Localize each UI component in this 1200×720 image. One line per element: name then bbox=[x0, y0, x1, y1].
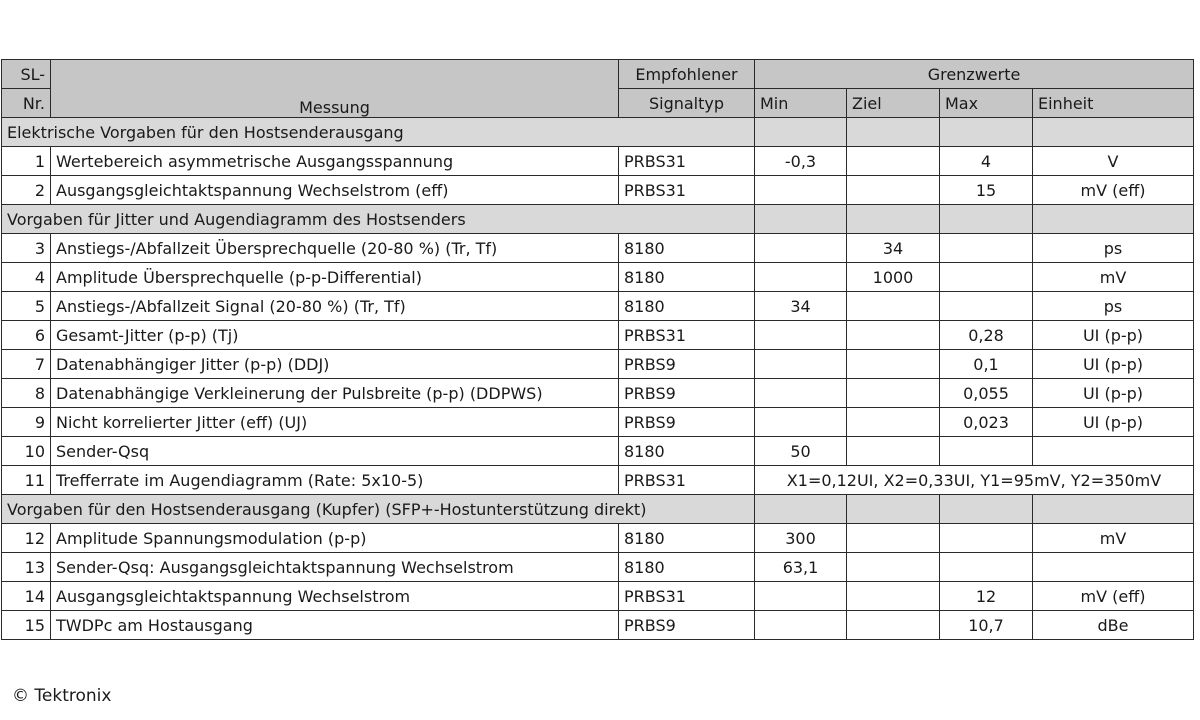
row-number: 4 bbox=[2, 263, 51, 292]
col-header-min: Min bbox=[755, 89, 847, 118]
measurement-name: Anstiegs-/Abfallzeit Signal (20-80 %) (Tr, Tf) bbox=[51, 292, 619, 321]
target-value bbox=[847, 379, 940, 408]
section-empty-cell bbox=[755, 205, 847, 234]
row-number: 1 bbox=[2, 147, 51, 176]
measurement-name: Wertebereich asymmetrische Ausgangsspannung bbox=[51, 147, 619, 176]
min-value: 63,1 bbox=[755, 553, 847, 582]
max-value: 0,023 bbox=[940, 408, 1033, 437]
col-header-ziel: Ziel bbox=[847, 89, 940, 118]
table-row bbox=[2, 234, 1194, 263]
min-value: -0,3 bbox=[755, 147, 847, 176]
measurement-name: Nicht korrelierter Jitter (eff) (UJ) bbox=[51, 408, 619, 437]
table-row bbox=[2, 611, 1194, 640]
section-empty-cell bbox=[940, 205, 1033, 234]
signal-type: PRBS31 bbox=[619, 147, 755, 176]
target-value bbox=[847, 524, 940, 553]
table-row bbox=[2, 408, 1194, 437]
row-number: 15 bbox=[2, 611, 51, 640]
unit-value: ps bbox=[1033, 292, 1194, 321]
section-title: Vorgaben für Jitter und Augendiagramm des Hostsenders bbox=[2, 205, 755, 234]
signal-type: PRBS9 bbox=[619, 611, 755, 640]
measurement-name: Sender-Qsq bbox=[51, 437, 619, 466]
section-title: Elektrische Vorgaben für den Hostsenderausgang bbox=[2, 118, 755, 147]
table-row bbox=[2, 466, 1194, 495]
col-header-signaltyp: Signaltyp bbox=[619, 89, 755, 118]
section-empty-cell bbox=[1033, 495, 1194, 524]
table-row bbox=[2, 350, 1194, 379]
section-title: Vorgaben für den Hostsenderausgang (Kupfer) (SFP+-Hostunterstützung direkt) bbox=[2, 495, 755, 524]
copyright-text: © Tektronix bbox=[12, 686, 112, 706]
table-row bbox=[2, 176, 1194, 205]
row-number: 10 bbox=[2, 437, 51, 466]
section-row bbox=[2, 495, 1194, 524]
col-header-nr: Nr. bbox=[2, 89, 51, 118]
unit-value: UI (p-p) bbox=[1033, 350, 1194, 379]
header-row-top bbox=[2, 60, 1194, 89]
min-value bbox=[755, 379, 847, 408]
spec-table bbox=[1, 59, 1194, 640]
table-row bbox=[2, 321, 1194, 350]
target-value bbox=[847, 292, 940, 321]
unit-value bbox=[1033, 553, 1194, 582]
target-value bbox=[847, 321, 940, 350]
measurement-name: Amplitude Spannungsmodulation (p-p) bbox=[51, 524, 619, 553]
measurement-name: Datenabhängige Verkleinerung der Pulsbreite (p-p) (DDPWS) bbox=[51, 379, 619, 408]
table-row bbox=[2, 582, 1194, 611]
section-empty-cell bbox=[847, 118, 940, 147]
unit-value: UI (p-p) bbox=[1033, 379, 1194, 408]
row-number: 7 bbox=[2, 350, 51, 379]
table-body bbox=[2, 118, 1194, 640]
unit-value: ps bbox=[1033, 234, 1194, 263]
row-number: 5 bbox=[2, 292, 51, 321]
target-value bbox=[847, 147, 940, 176]
measurement-name: Ausgangsgleichtaktspannung Wechselstrom (eff) bbox=[51, 176, 619, 205]
row-number: 13 bbox=[2, 553, 51, 582]
target-value bbox=[847, 408, 940, 437]
col-header-signal: Empfohlener bbox=[619, 60, 755, 89]
table-row bbox=[2, 524, 1194, 553]
row-number: 14 bbox=[2, 582, 51, 611]
min-value: 50 bbox=[755, 437, 847, 466]
max-value bbox=[940, 437, 1033, 466]
table-row bbox=[2, 379, 1194, 408]
max-value: 10,7 bbox=[940, 611, 1033, 640]
table-row bbox=[2, 437, 1194, 466]
section-row bbox=[2, 205, 1194, 234]
unit-value: V bbox=[1033, 147, 1194, 176]
section-empty-cell bbox=[1033, 118, 1194, 147]
max-value: 15 bbox=[940, 176, 1033, 205]
col-header-sl: SL- bbox=[2, 60, 51, 89]
row-number: 2 bbox=[2, 176, 51, 205]
section-empty-cell bbox=[755, 495, 847, 524]
min-value bbox=[755, 263, 847, 292]
measurement-name: Ausgangsgleichtaktspannung Wechselstrom bbox=[51, 582, 619, 611]
row-number: 3 bbox=[2, 234, 51, 263]
max-value: 0,055 bbox=[940, 379, 1033, 408]
signal-type: 8180 bbox=[619, 292, 755, 321]
unit-value: mV bbox=[1033, 524, 1194, 553]
signal-type: PRBS9 bbox=[619, 408, 755, 437]
unit-value: mV (eff) bbox=[1033, 582, 1194, 611]
signal-type: PRBS31 bbox=[619, 582, 755, 611]
unit-value: mV bbox=[1033, 263, 1194, 292]
row-number: 12 bbox=[2, 524, 51, 553]
target-value bbox=[847, 582, 940, 611]
min-value bbox=[755, 176, 847, 205]
min-value bbox=[755, 408, 847, 437]
unit-value: UI (p-p) bbox=[1033, 321, 1194, 350]
max-value: 0,28 bbox=[940, 321, 1033, 350]
target-value bbox=[847, 437, 940, 466]
min-value bbox=[755, 321, 847, 350]
signal-type: 8180 bbox=[619, 437, 755, 466]
target-value: 1000 bbox=[847, 263, 940, 292]
row-number: 6 bbox=[2, 321, 51, 350]
signal-type: 8180 bbox=[619, 553, 755, 582]
max-value: 4 bbox=[940, 147, 1033, 176]
unit-value: UI (p-p) bbox=[1033, 408, 1194, 437]
max-value bbox=[940, 292, 1033, 321]
target-value bbox=[847, 350, 940, 379]
unit-value: dBe bbox=[1033, 611, 1194, 640]
table-row bbox=[2, 553, 1194, 582]
col-header-einheit: Einheit bbox=[1033, 89, 1194, 118]
section-empty-cell bbox=[755, 118, 847, 147]
col-header-max: Max bbox=[940, 89, 1033, 118]
min-value: 300 bbox=[755, 524, 847, 553]
table-row bbox=[2, 292, 1194, 321]
signal-type: 8180 bbox=[619, 524, 755, 553]
measurement-name: Gesamt-Jitter (p-p) (Tj) bbox=[51, 321, 619, 350]
measurement-name: TWDPc am Hostausgang bbox=[51, 611, 619, 640]
min-value: 34 bbox=[755, 292, 847, 321]
max-value bbox=[940, 234, 1033, 263]
target-value bbox=[847, 553, 940, 582]
target-value: 34 bbox=[847, 234, 940, 263]
measurement-name: Anstiegs-/Abfallzeit Übersprechquelle (20-80 %) (Tr, Tf) bbox=[51, 234, 619, 263]
table-row bbox=[2, 263, 1194, 292]
row-number: 9 bbox=[2, 408, 51, 437]
section-empty-cell bbox=[847, 495, 940, 524]
signal-type: PRBS9 bbox=[619, 350, 755, 379]
target-value bbox=[847, 611, 940, 640]
section-empty-cell bbox=[940, 118, 1033, 147]
unit-value bbox=[1033, 437, 1194, 466]
measurement-name: Amplitude Übersprechquelle (p-p-Differential) bbox=[51, 263, 619, 292]
row-number: 11 bbox=[2, 466, 51, 495]
max-value bbox=[940, 263, 1033, 292]
row-number: 8 bbox=[2, 379, 51, 408]
signal-type: PRBS31 bbox=[619, 321, 755, 350]
col-header-messung: Messung bbox=[51, 60, 619, 118]
target-value bbox=[847, 176, 940, 205]
table-row bbox=[2, 147, 1194, 176]
measurement-name: Sender-Qsq: Ausgangsgleichtaktspannung Wechselstrom bbox=[51, 553, 619, 582]
section-empty-cell bbox=[1033, 205, 1194, 234]
min-value bbox=[755, 611, 847, 640]
col-header-grenzwerte: Grenzwerte bbox=[755, 60, 1194, 89]
max-value bbox=[940, 524, 1033, 553]
measurement-name: Trefferrate im Augendiagramm (Rate: 5x10-5) bbox=[51, 466, 619, 495]
section-empty-cell bbox=[847, 205, 940, 234]
measurement-name: Datenabhängiger Jitter (p-p) (DDJ) bbox=[51, 350, 619, 379]
section-row bbox=[2, 118, 1194, 147]
signal-type: 8180 bbox=[619, 234, 755, 263]
min-value bbox=[755, 582, 847, 611]
signal-type: PRBS31 bbox=[619, 176, 755, 205]
unit-value: mV (eff) bbox=[1033, 176, 1194, 205]
signal-type: PRBS9 bbox=[619, 379, 755, 408]
max-value bbox=[940, 553, 1033, 582]
signal-type: 8180 bbox=[619, 263, 755, 292]
limit-values-span: X1=0,12UI, X2=0,33UI, Y1=95mV, Y2=350mV bbox=[755, 466, 1194, 495]
min-value bbox=[755, 234, 847, 263]
max-value: 12 bbox=[940, 582, 1033, 611]
max-value: 0,1 bbox=[940, 350, 1033, 379]
section-empty-cell bbox=[940, 495, 1033, 524]
min-value bbox=[755, 350, 847, 379]
signal-type: PRBS31 bbox=[619, 466, 755, 495]
